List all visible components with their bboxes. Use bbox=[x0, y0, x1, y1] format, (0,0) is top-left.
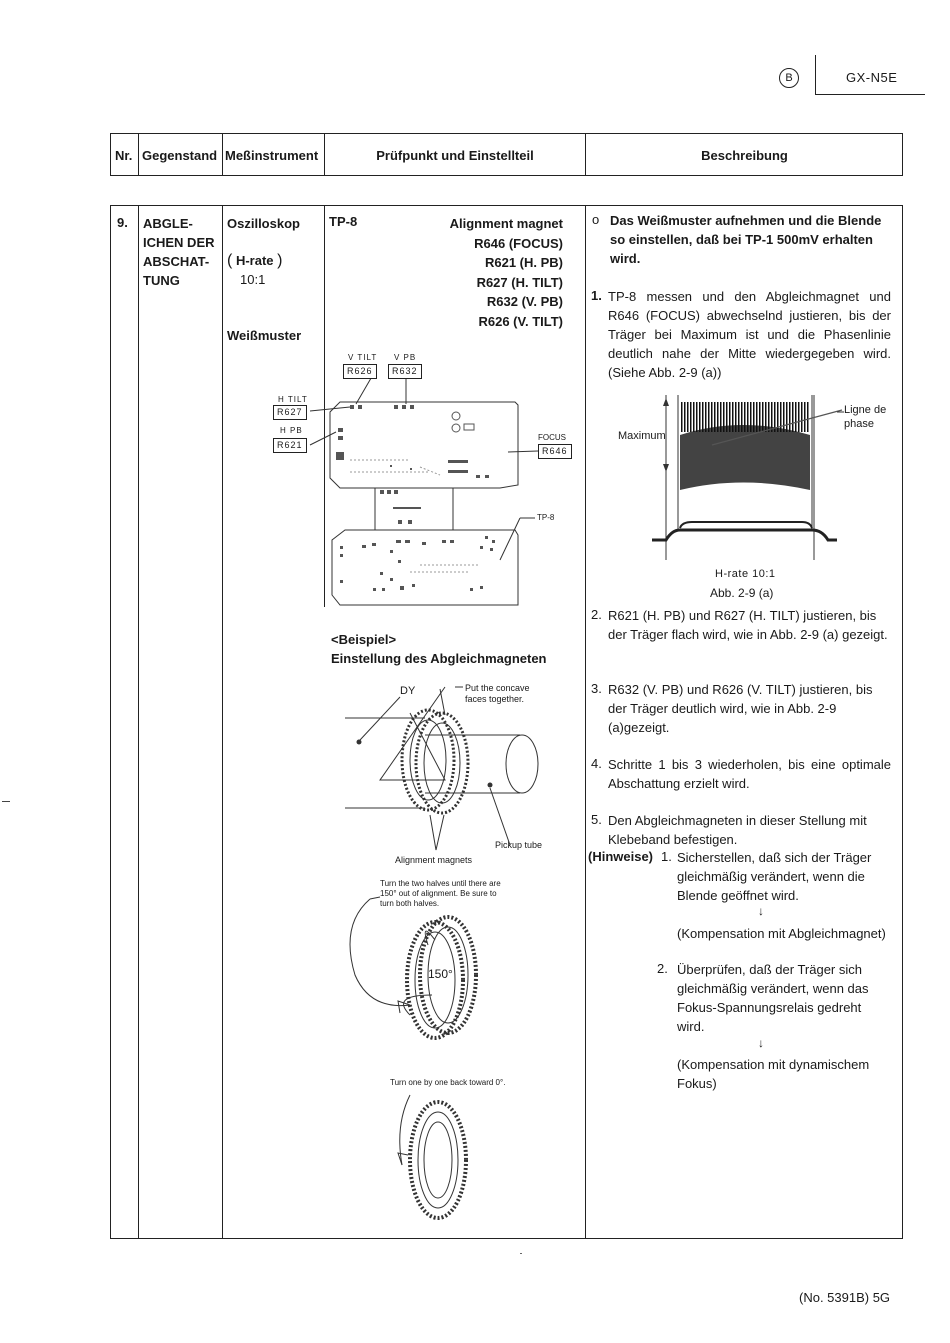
item-line: ABGLE- bbox=[143, 216, 193, 231]
r626-box: R626 bbox=[343, 364, 377, 379]
column-nr: Nr. bbox=[115, 147, 133, 163]
testpoint-label: TP-8 bbox=[329, 214, 358, 229]
note1-text: Sicherstellen, daß sich der Träger gleichmäßig verändert, wenn die Blende geöffnet wird. bbox=[677, 850, 872, 903]
header-divider bbox=[815, 55, 816, 95]
magnet-drawing bbox=[340, 675, 585, 1235]
note1-compensation: (Kompensation mit Abgleichmagnet) bbox=[677, 926, 886, 941]
angle-label: 150° bbox=[428, 967, 453, 981]
header-sep-1 bbox=[138, 133, 139, 176]
board-diagram bbox=[270, 350, 580, 615]
header-rule bbox=[815, 94, 925, 95]
step1-num: 1. bbox=[591, 288, 602, 303]
header-sep-2 bbox=[222, 133, 223, 176]
margin-mark bbox=[2, 801, 10, 802]
note2-arrow: ↓ bbox=[758, 1036, 764, 1050]
r632-box: R632 bbox=[388, 364, 422, 379]
notes-label: (Hinweise) bbox=[588, 849, 654, 864]
item-cell bbox=[143, 214, 215, 290]
instrument-name: Oszilloskop bbox=[227, 216, 300, 231]
wave-phase-label: Ligne de phase bbox=[844, 404, 887, 430]
row-number: 9. bbox=[117, 215, 128, 230]
instrument-note: Weißmuster bbox=[227, 328, 302, 343]
instrument-paren: ( H-rate ) bbox=[227, 252, 283, 269]
page-number: (No. 5391B) 5G bbox=[799, 1290, 891, 1305]
adjust-list bbox=[400, 214, 563, 331]
column-messinstrument: Meßinstrument bbox=[225, 147, 319, 163]
example-title: <Beispiel> bbox=[331, 632, 397, 647]
adjust-item: R626 (V. TILT) bbox=[478, 313, 563, 329]
note1-num: 1. bbox=[661, 849, 672, 864]
note2-num: 2. bbox=[657, 961, 668, 976]
adjust-item: R627 (H. TILT) bbox=[476, 274, 563, 290]
section-marker bbox=[779, 68, 799, 88]
item-line: ABSCHAT- bbox=[143, 254, 210, 269]
body-sep-2 bbox=[222, 205, 223, 1239]
magnet-diagram bbox=[340, 675, 585, 1235]
adjust-item: R632 (V. PB) bbox=[486, 294, 563, 309]
wave-max-label: Maximum bbox=[618, 430, 666, 442]
step4-num: 4. bbox=[591, 756, 602, 771]
adjust-item: R646 (FOCUS) bbox=[474, 235, 563, 251]
item-line: ICHEN DER bbox=[143, 235, 215, 250]
focus-label: FOCUS bbox=[538, 433, 566, 442]
step5-text: Den Abgleichmagneten in dieser Stellung mit Klebeband befestigen. bbox=[608, 813, 867, 847]
instrument-ratio: 10:1 bbox=[240, 272, 266, 287]
turn-note: Turn the two halves until there are 150° out of alignment. Be sure to turn both halves. bbox=[380, 879, 501, 908]
concave-note: Put the concave faces together. bbox=[465, 683, 530, 704]
turn-back-note: Turn one by one back toward 0°. bbox=[390, 1078, 506, 1087]
step3-text: R632 (V. PB) und R626 (V. TILT) justieren, bis der Träger deutlich wird, wie in Abb. 2-9 (a)gezeigt. bbox=[608, 682, 873, 735]
item-line: TUNG bbox=[143, 273, 180, 288]
pickup-tube-label: Pickup tube bbox=[495, 840, 543, 850]
alignment-magnets-label: Alignment magnets bbox=[395, 855, 473, 865]
model-label: GX-N5E bbox=[846, 70, 898, 85]
example-subtitle: Einstellung des Abgleichmagneten bbox=[331, 651, 547, 666]
vtilt-label: V TILT bbox=[348, 353, 378, 362]
dy-label: DY bbox=[400, 685, 416, 697]
r627-box: R627 bbox=[273, 405, 307, 420]
r621-box: R621 bbox=[273, 438, 307, 453]
htilt-label: H TILT bbox=[278, 395, 308, 404]
column-pruefpunkt: Prüfpunkt und Einstellteil bbox=[376, 147, 534, 163]
step4-text: Schritte 1 bis 3 wiederholen, bis eine optimale Abschattung erzielt wird. bbox=[608, 757, 891, 791]
intro-text: Das Weißmuster aufnehmen und die Blende so einstellen, daß bei TP-1 500mV erhalten wird. bbox=[610, 213, 882, 266]
tp8-label: TP-8 bbox=[537, 513, 555, 522]
adjust-title: Alignment magnet bbox=[449, 216, 563, 231]
r646-box: R646 bbox=[538, 444, 572, 459]
scan-dot bbox=[520, 1253, 522, 1254]
step3-num: 3. bbox=[591, 681, 602, 696]
vpb-label: V PB bbox=[394, 353, 417, 362]
note2-compensation: (Kompensation mit dynamischem Fokus) bbox=[677, 1057, 870, 1091]
body-sep-4 bbox=[585, 205, 586, 1239]
wave-caption: Abb. 2-9 (a) bbox=[710, 586, 774, 600]
hpb-label: H PB bbox=[280, 426, 303, 435]
board-drawing bbox=[270, 350, 580, 615]
body-sep-1 bbox=[138, 205, 139, 1239]
adjust-item: R621 (H. PB) bbox=[484, 255, 563, 270]
note2-text: Überprüfen, daß der Träger sich gleichmäßig verändert, wenn das Fokus-Spannungsrelais gedreht wird. bbox=[677, 962, 869, 1034]
instrument-hrate: H-rate bbox=[235, 253, 274, 268]
wave-rate-label: H-rate 10:1 bbox=[715, 568, 776, 580]
column-gegenstand: Gegenstand bbox=[142, 147, 218, 163]
step2-text: R621 (H. PB) und R627 (H. TILT) justieren, bis der Träger flach wird, wie in Abb. 2-9 (a) gezeigt. bbox=[608, 608, 888, 642]
intro-marker: o bbox=[592, 212, 600, 227]
step1-text: TP-8 messen und den Abgleichmagnet und R646 (FOCUS) abwechselnd justieren, bis der Träger bei Maximum ist und die Phasenlinie deutlich nahe der Mitte wiedergegeben wird. (Siehe Abb. 2-9 (a)) bbox=[608, 289, 891, 380]
column-beschreibung: Beschreibung bbox=[701, 147, 788, 163]
step2-num: 2. bbox=[591, 607, 602, 622]
section-marker-label: B bbox=[785, 72, 793, 84]
step5-num: 5. bbox=[591, 812, 602, 827]
waveform-figure bbox=[612, 390, 897, 610]
note1-arrow: ↓ bbox=[758, 904, 764, 918]
